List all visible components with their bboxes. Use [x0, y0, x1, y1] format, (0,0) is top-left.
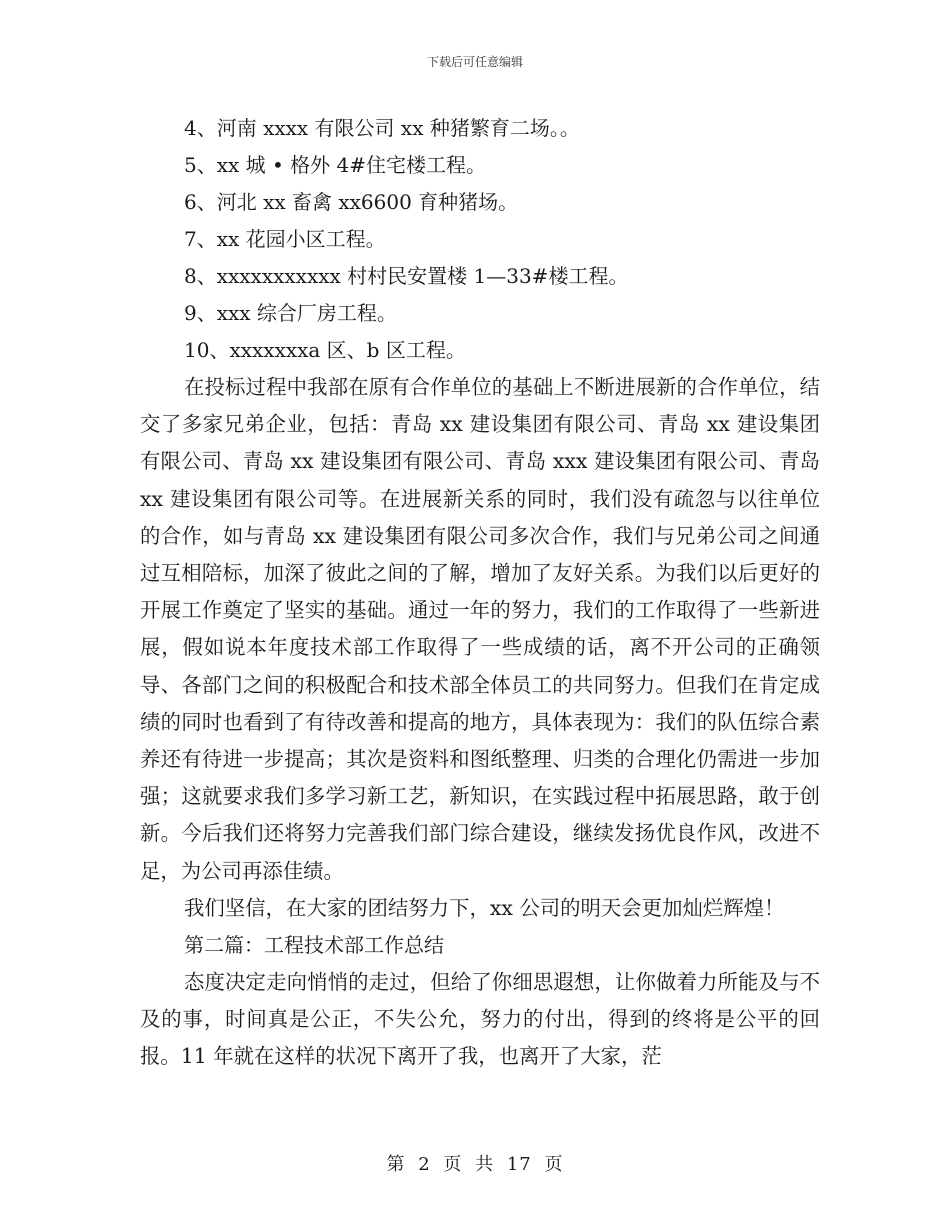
page-number: 第 2 页 共 17 页	[386, 1154, 564, 1175]
list-item: 8、xxxxxxxxxxx 村村民安置楼 1—33#楼工程。	[184, 264, 629, 288]
belief-paragraph: 我们坚信，在大家的团结努力下，xx 公司的明天会更加灿烂辉煌！	[184, 895, 785, 920]
bidding-paragraph: 在投标过程中我部在原有合作单位的基础上不断进展新的合作单位，结交了多家兄弟企业，包括：青岛 xx 建设集团有限公司、青岛 xx 建设集团有限公司、青岛 xx 建设集团有限公司、青岛 xxx 建设集团有限公司、青岛 xx 建设集团有限公司等。在进展新关系的同时，我们没有疏忽与以往单位的合作，如与青岛 xx 建设集团有限公司多次合作，我们与兄弟公司之间通过互相陪标，加深了彼此之间的了解，增加了友好关系。为我们以后更好的开展工作奠定了坚实的基础。通过一年的努力，我们的工作取得了一些新进展，假如说本年度技术部工作取得了一些成绩的话，离不开公司的正确领导、各部门之间的积极配合和技术部全体员工的共同努力。但我们在肯定成绩的同时也看到了有待改善和提高的地方，具体表现为：我们的队伍综合素养还有待进一步提高；其次是资料和图纸整理、归类的合理化仍需进一步加强；这就要求我们多学习新工艺，新知识，在实践过程中拓展思路，敢于创新。今后我们还将努力完善我们部门综合建设，继续发扬优良作风，改进不足，为公司再添佳绩。	[140, 375, 820, 883]
list-item: 6、河北 xx 畜禽 xx6600 育种猪场。	[184, 190, 519, 214]
list-item: 9、xxx 综合厂房工程。	[184, 301, 397, 325]
list-item: 7、xx 花园小区工程。	[184, 227, 386, 251]
header-note: 下载后可任意编辑	[426, 55, 523, 69]
list-item: 10、xxxxxxxa 区、b 区工程。	[184, 338, 466, 362]
document-body	[140, 110, 820, 1076]
list-item: 4、河南 xxxx 有限公司 xx 种猪繁育二场。。	[184, 116, 580, 140]
attitude-paragraph: 态度决定走向悄悄的走过，但给了你细思遐想，让你做着力所能及与不及的事，时间真是公正，不失公允，努力的付出，得到的终将是公平的回报。11 年就在这样的状况下离开了我，也离开了大家，茫	[140, 970, 820, 1069]
list-item: 5、xx 城 • 格外 4#住宅楼工程。	[184, 153, 486, 177]
section-heading: 第二篇：工程技术部工作总结	[184, 933, 444, 958]
